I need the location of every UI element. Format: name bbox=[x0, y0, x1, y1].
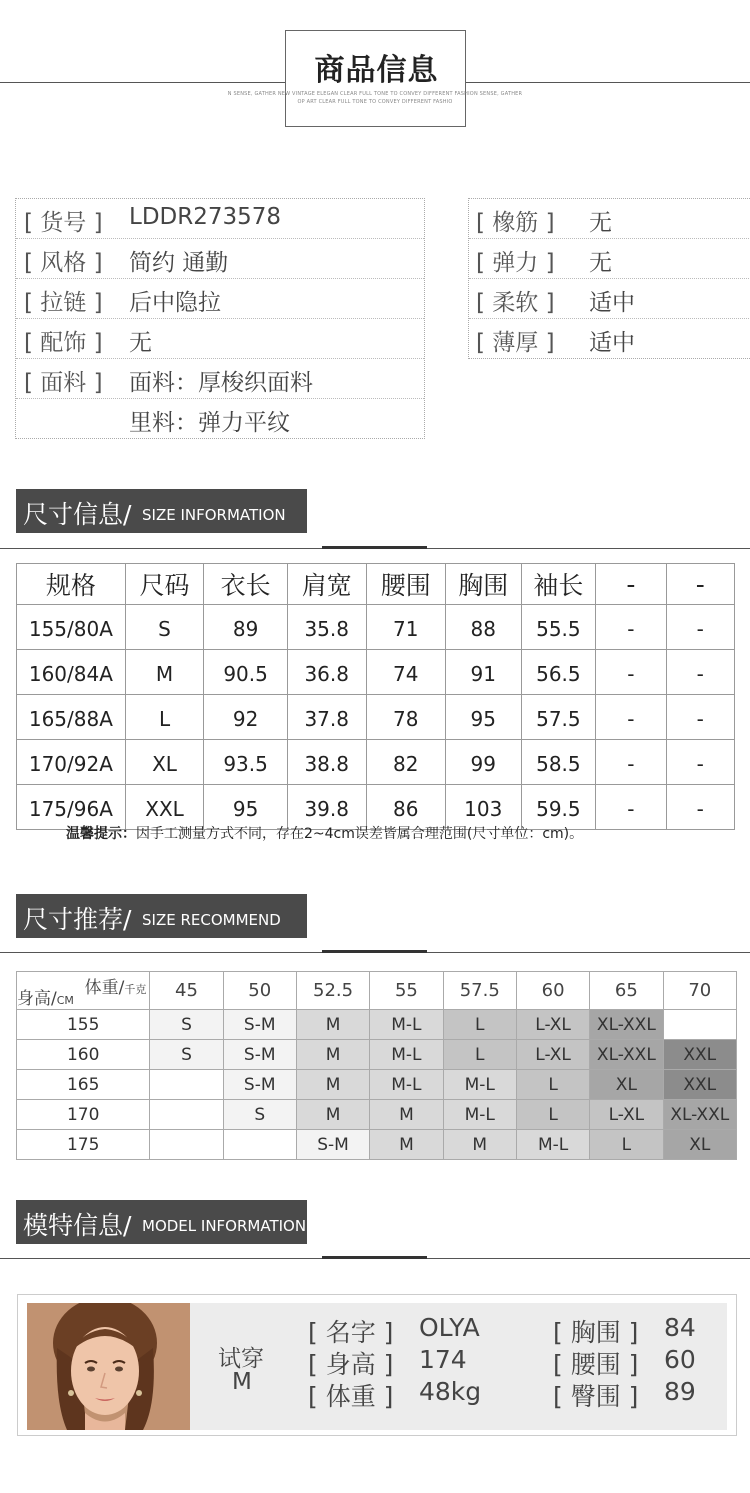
model-field-label: [ 腰围 ] bbox=[553, 1350, 639, 1379]
size-cell bbox=[150, 1070, 223, 1100]
table-header-cell: 袖长 bbox=[521, 564, 596, 605]
table-cell: - bbox=[596, 740, 666, 785]
size-cell: M bbox=[370, 1100, 443, 1130]
table-cell: 39.8 bbox=[287, 785, 366, 830]
table-cell: L bbox=[125, 695, 204, 740]
attributes-left-table bbox=[15, 198, 425, 439]
table-row bbox=[17, 1010, 737, 1040]
weight-header-cell: 52.5 bbox=[296, 972, 369, 1010]
size-section-header bbox=[16, 489, 307, 533]
height-cell: 175 bbox=[17, 1130, 150, 1160]
size-cell: S bbox=[150, 1040, 223, 1070]
size-cell: M-L bbox=[516, 1130, 589, 1160]
table-cell: 175/96A bbox=[17, 785, 126, 830]
weight-axis-label: 体重/千克 bbox=[84, 978, 147, 998]
table-cell: 56.5 bbox=[521, 650, 596, 695]
table-cell: - bbox=[596, 695, 666, 740]
height-axis-label: 身高/CM bbox=[17, 989, 74, 1009]
try-label: 试穿 bbox=[218, 1346, 264, 1372]
size-cell: M bbox=[296, 1070, 369, 1100]
subtitle-line: N SENSE, GATHER NEW VINTAGE ELEGAN CLEAR FULL TONE TO CONVEY DIFFERENT FASHION SENSE, GATHER bbox=[227, 91, 523, 97]
table-cell: 58.5 bbox=[521, 740, 596, 785]
height-cell: 160 bbox=[17, 1040, 150, 1070]
attribute-value: 适中 bbox=[589, 290, 635, 316]
size-cell: M-L bbox=[443, 1070, 516, 1100]
size-cell: M bbox=[443, 1130, 516, 1160]
table-cell: 74 bbox=[366, 650, 445, 695]
attribute-value: 面料：厚梭织面料 bbox=[129, 370, 313, 396]
table-cell: 160/84A bbox=[17, 650, 126, 695]
table-row bbox=[17, 1040, 737, 1070]
size-cell: XXL bbox=[663, 1070, 736, 1100]
table-cell: 38.8 bbox=[287, 740, 366, 785]
model-field-label: [ 体重 ] bbox=[308, 1382, 394, 1411]
model-field-value: 174 bbox=[419, 1345, 467, 1374]
section-title-en: SIZE RECOMMEND bbox=[142, 911, 281, 929]
attribute-value: 后中隐拉 bbox=[129, 290, 221, 316]
table-header-cell: 尺码 bbox=[125, 564, 204, 605]
size-cell: S-M bbox=[223, 1010, 296, 1040]
model-card bbox=[17, 1294, 737, 1436]
size-note-prefix: 温馨提示： bbox=[66, 826, 136, 842]
size-cell: M bbox=[370, 1130, 443, 1160]
height-cell: 155 bbox=[17, 1010, 150, 1040]
model-field-value: 60 bbox=[664, 1345, 696, 1374]
size-cell bbox=[150, 1130, 223, 1160]
table-cell: M bbox=[125, 650, 204, 695]
table-cell: XXL bbox=[125, 785, 204, 830]
size-cell: L bbox=[590, 1130, 663, 1160]
table-cell: 57.5 bbox=[521, 695, 596, 740]
table-cell: 88 bbox=[445, 605, 521, 650]
weight-header-cell: 70 bbox=[663, 972, 736, 1010]
attribute-value: 适中 bbox=[589, 330, 635, 356]
size-note-text: 因手工测量方式不同，存在2~4cm误差皆属合理范围(尺寸单位：cm)。 bbox=[136, 826, 584, 842]
size-cell: XL-XXL bbox=[663, 1100, 736, 1130]
table-row bbox=[17, 695, 735, 740]
attribute-label: [ 拉链 ] bbox=[24, 290, 103, 316]
table-cell: - bbox=[596, 650, 666, 695]
table-cell: 86 bbox=[366, 785, 445, 830]
page-title: 商品信息 bbox=[314, 53, 439, 88]
table-cell: 90.5 bbox=[204, 650, 288, 695]
size-cell: L bbox=[443, 1010, 516, 1040]
table-cell: 92 bbox=[204, 695, 288, 740]
table-cell: - bbox=[666, 605, 734, 650]
table-cell: 155/80A bbox=[17, 605, 126, 650]
section-title-zh: 尺寸推荐/ bbox=[23, 905, 132, 934]
size-cell: S-M bbox=[223, 1040, 296, 1070]
attribute-label: [ 柔软 ] bbox=[476, 290, 555, 316]
table-cell: 95 bbox=[445, 695, 521, 740]
size-table bbox=[16, 563, 735, 830]
table-row bbox=[17, 1130, 737, 1160]
size-cell: L-XL bbox=[516, 1010, 589, 1040]
size-cell: L-XL bbox=[590, 1100, 663, 1130]
size-cell: L bbox=[516, 1070, 589, 1100]
table-cell: 82 bbox=[366, 740, 445, 785]
model-section-header bbox=[16, 1200, 307, 1244]
attribute-label: [ 货号 ] bbox=[24, 210, 103, 236]
table-cell: 170/92A bbox=[17, 740, 126, 785]
weight-header-cell: 45 bbox=[150, 972, 223, 1010]
section-divider-accent bbox=[322, 1256, 427, 1259]
attribute-value: 无 bbox=[589, 210, 612, 236]
size-cell: M-L bbox=[370, 1040, 443, 1070]
table-cell: 89 bbox=[204, 605, 288, 650]
table-cell: 55.5 bbox=[521, 605, 596, 650]
model-field-label: [ 胸围 ] bbox=[553, 1318, 639, 1347]
weight-header-cell: 65 bbox=[590, 972, 663, 1010]
model-field-value: 89 bbox=[664, 1377, 696, 1406]
attribute-value: 无 bbox=[589, 250, 612, 276]
attribute-value: 简约 通勤 bbox=[129, 250, 229, 276]
attribute-row bbox=[16, 199, 424, 239]
attribute-label: [ 橡筋 ] bbox=[476, 210, 555, 236]
table-cell: 59.5 bbox=[521, 785, 596, 830]
size-cell bbox=[663, 1010, 736, 1040]
model-field-label: [ 臀围 ] bbox=[553, 1382, 639, 1411]
size-note bbox=[66, 823, 583, 843]
model-field-value: 84 bbox=[664, 1313, 696, 1342]
table-header-row bbox=[17, 564, 735, 605]
table-cell: 95 bbox=[204, 785, 288, 830]
table-cell: 93.5 bbox=[204, 740, 288, 785]
attribute-value: 里料：弹力平纹 bbox=[129, 410, 290, 436]
table-row bbox=[17, 650, 735, 695]
table-cell: 36.8 bbox=[287, 650, 366, 695]
size-cell: M-L bbox=[370, 1070, 443, 1100]
attribute-value: 无 bbox=[129, 330, 152, 356]
table-header-cell: 衣长 bbox=[204, 564, 288, 605]
table-cell: 91 bbox=[445, 650, 521, 695]
size-cell: XL bbox=[663, 1130, 736, 1160]
table-cell: 103 bbox=[445, 785, 521, 830]
table-cell: 35.8 bbox=[287, 605, 366, 650]
attribute-label: [ 薄厚 ] bbox=[476, 330, 555, 356]
weight-header-cell: 57.5 bbox=[443, 972, 516, 1010]
model-field-label: [ 身高 ] bbox=[308, 1350, 394, 1379]
attribute-row bbox=[469, 279, 750, 319]
size-cell: XL-XXL bbox=[590, 1010, 663, 1040]
section-title-zh: 尺寸信息/ bbox=[23, 500, 132, 529]
weight-header-cell: 60 bbox=[516, 972, 589, 1010]
size-cell: S bbox=[150, 1010, 223, 1040]
model-field-value: 48kg bbox=[419, 1377, 482, 1406]
table-row bbox=[17, 1070, 737, 1100]
table-row bbox=[17, 1100, 737, 1130]
recommend-section-header bbox=[16, 894, 307, 938]
attribute-label: [ 面料 ] bbox=[24, 370, 103, 396]
attribute-row bbox=[16, 279, 424, 319]
attribute-row bbox=[16, 359, 424, 399]
attribute-row bbox=[16, 239, 424, 279]
table-cell: - bbox=[666, 785, 734, 830]
size-cell: S-M bbox=[296, 1130, 369, 1160]
table-cell: - bbox=[596, 605, 666, 650]
model-card-inner bbox=[27, 1303, 727, 1430]
table-header-cell: 胸围 bbox=[445, 564, 521, 605]
table-cell: XL bbox=[125, 740, 204, 785]
table-cell: - bbox=[666, 740, 734, 785]
title-box bbox=[285, 30, 466, 127]
size-cell bbox=[223, 1130, 296, 1160]
section-title-zh: 模特信息/ bbox=[23, 1211, 132, 1240]
model-field-label: [ 名字 ] bbox=[308, 1318, 394, 1347]
weight-header-cell: 50 bbox=[223, 972, 296, 1010]
height-cell: 165 bbox=[17, 1070, 150, 1100]
attribute-row bbox=[469, 199, 750, 239]
attribute-row bbox=[16, 399, 424, 439]
table-cell: 78 bbox=[366, 695, 445, 740]
attribute-row bbox=[16, 319, 424, 359]
height-cell: 170 bbox=[17, 1100, 150, 1130]
table-cell: - bbox=[666, 650, 734, 695]
size-cell: L bbox=[443, 1040, 516, 1070]
size-cell: M-L bbox=[443, 1100, 516, 1130]
table-header-cell: 规格 bbox=[17, 564, 126, 605]
attribute-row bbox=[469, 319, 750, 359]
attribute-label: [ 弹力 ] bbox=[476, 250, 555, 276]
size-cell: S bbox=[223, 1100, 296, 1130]
table-cell: 71 bbox=[366, 605, 445, 650]
table-cell: - bbox=[666, 695, 734, 740]
size-cell: XL-XXL bbox=[590, 1040, 663, 1070]
table-cell: - bbox=[596, 785, 666, 830]
attribute-row bbox=[469, 239, 750, 279]
model-photo bbox=[27, 1303, 190, 1430]
attribute-label: [ 配饰 ] bbox=[24, 330, 103, 356]
section-title-en: MODEL INFORMATION bbox=[142, 1217, 307, 1235]
table-header-cell: - bbox=[666, 564, 734, 605]
subtitle-line: OP ART CLEAR FULL TONE TO CONVEY DIFFERENT FASHIO bbox=[297, 99, 453, 105]
attributes-right-table bbox=[468, 198, 750, 359]
table-header-cell: 肩宽 bbox=[287, 564, 366, 605]
try-size: M bbox=[232, 1369, 252, 1395]
table-cell: 165/88A bbox=[17, 695, 126, 740]
weight-header-cell: 55 bbox=[370, 972, 443, 1010]
size-cell: M bbox=[296, 1040, 369, 1070]
attribute-label: [ 风格 ] bbox=[24, 250, 103, 276]
section-divider-accent bbox=[322, 950, 427, 953]
table-header-row bbox=[17, 972, 737, 1010]
table-cell: S bbox=[125, 605, 204, 650]
attribute-value: LDDR273578 bbox=[129, 204, 282, 230]
model-field-value: OLYA bbox=[419, 1313, 480, 1342]
size-cell: L-XL bbox=[516, 1040, 589, 1070]
size-cell: S-M bbox=[223, 1070, 296, 1100]
section-divider-accent bbox=[322, 546, 427, 549]
table-row bbox=[17, 740, 735, 785]
size-cell: L bbox=[516, 1100, 589, 1130]
size-cell: M bbox=[296, 1010, 369, 1040]
table-header-cell: - bbox=[596, 564, 666, 605]
section-title-en: SIZE INFORMATION bbox=[142, 506, 286, 524]
size-recommend-table bbox=[16, 971, 737, 1160]
table-row bbox=[17, 605, 735, 650]
size-cell: M-L bbox=[370, 1010, 443, 1040]
table-cell: 37.8 bbox=[287, 695, 366, 740]
size-cell: M bbox=[296, 1100, 369, 1130]
size-cell: XL bbox=[590, 1070, 663, 1100]
table-corner-cell bbox=[17, 972, 150, 1010]
size-cell: XXL bbox=[663, 1040, 736, 1070]
table-header-cell: 腰围 bbox=[366, 564, 445, 605]
title-subtitle bbox=[190, 90, 560, 106]
size-cell bbox=[150, 1100, 223, 1130]
table-cell: 99 bbox=[445, 740, 521, 785]
